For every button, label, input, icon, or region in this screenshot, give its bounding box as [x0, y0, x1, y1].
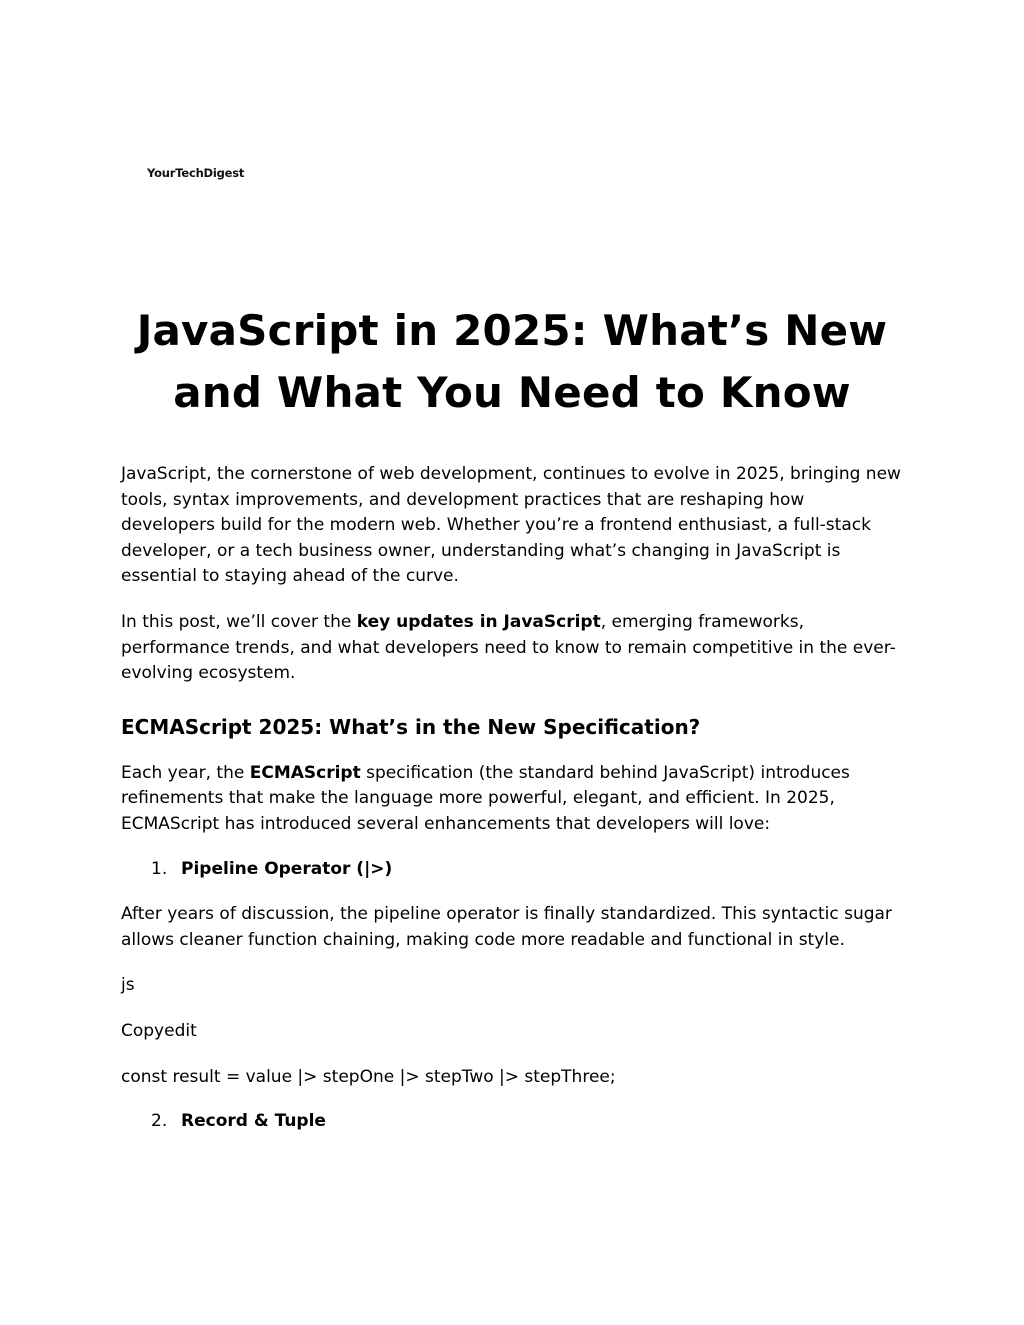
overview-paragraph	[121, 610, 903, 687]
overview-text-end: , emerging frameworks, performance trends, and what developers need to know to remain competitive in the ever-evolving ecosystem.	[121, 611, 896, 684]
copy-code-button[interactable]: Copyedit	[121, 1020, 197, 1041]
list-item-label: Record & Tuple	[181, 1111, 326, 1132]
ecma-text-start: Each year, the	[121, 762, 250, 783]
list-item-record-tuple	[121, 1109, 903, 1135]
article-title	[121, 300, 903, 424]
list-item-pipeline	[121, 857, 903, 883]
list-number: 2.	[151, 1111, 168, 1132]
ecma-bold-text: ECMAScript	[249, 762, 361, 783]
article-body	[121, 300, 903, 1135]
ecma-paragraph	[121, 761, 903, 838]
overview-bold-text: key updates in JavaScript	[356, 611, 601, 632]
list-number: 1.	[151, 858, 168, 879]
title-line-1: JavaScript in 2025: What’s New	[136, 306, 888, 355]
site-logo: YourTechDigest	[147, 166, 245, 180]
ecma-text-end: specification (the standard behind JavaScript) introduces refinements that make the language more powerful, elegant, and efficient. In 2025, ECMAScript has introduced several enhancements that developers will love:	[121, 762, 850, 834]
overview-text-start: In this post, we’ll cover the	[121, 611, 357, 632]
code-language-label: js	[121, 975, 135, 996]
section-heading: ECMAScript 2025: What’s in the New Specification?	[121, 714, 701, 739]
list-item-label: Pipeline Operator (|>)	[181, 858, 393, 879]
title-line-2: and What You Need to Know	[173, 368, 851, 417]
code-snippet: const result = value |> stepOne |> stepTwo |> stepThree;	[121, 1066, 616, 1087]
intro-paragraph: JavaScript, the cornerstone of web development, continues to evolve in 2025, bringing new tools, syntax improvements, and development practices that are reshaping how developers build for the modern web. Whether you’re a frontend enthusiast, a full-stack developer, or a tech business owner, understanding what’s changing in JavaScript is essential to staying ahead of the curve.	[121, 464, 901, 587]
pipeline-paragraph: After years of discussion, the pipeline operator is finally standardized. This syntactic sugar allows cleaner function chaining, making code more readable and functional in style.	[121, 904, 892, 950]
